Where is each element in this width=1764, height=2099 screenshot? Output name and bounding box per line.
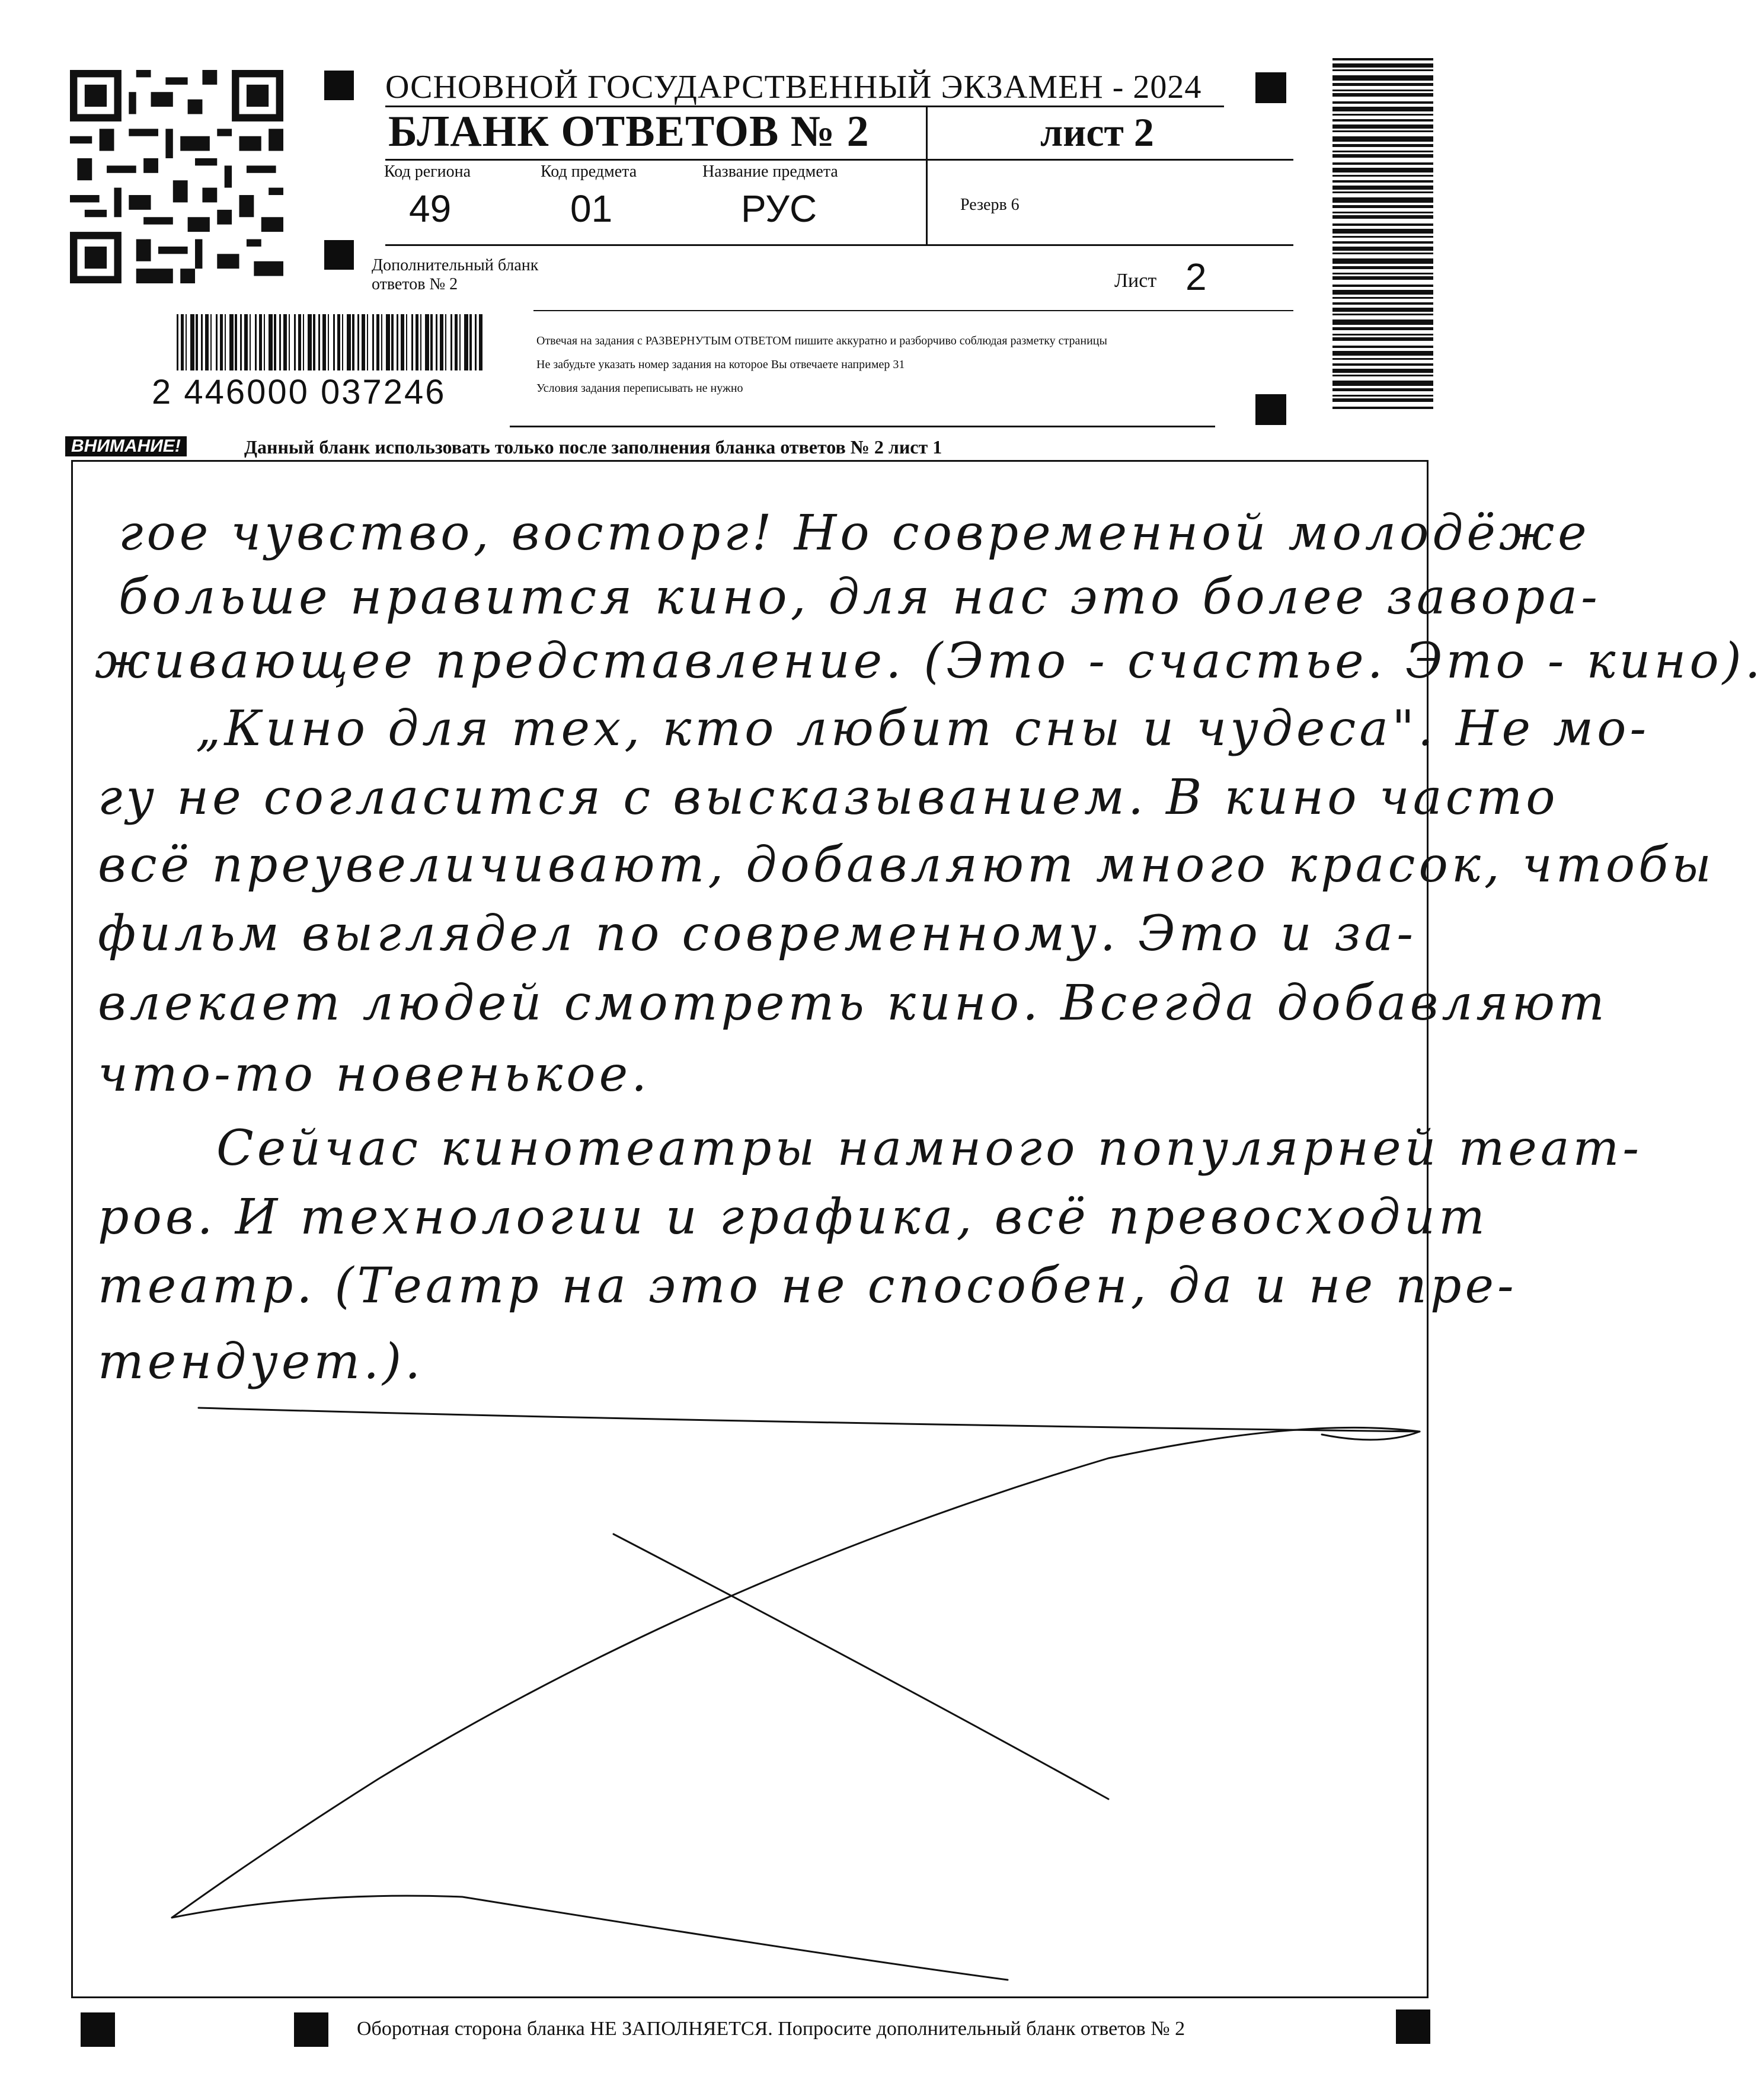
instruction-line: Условия задания переписывать не нужно (536, 382, 743, 395)
answer-line: что-то новенькое. (98, 1046, 651, 1103)
answer-line: больше нравится кино, для нас это более завора- (119, 569, 1601, 625)
additional-form-label: Дополнительный бланк ответов № 2 (372, 256, 539, 293)
answer-line: театр. (Театр на это не способен, да и не пре- (98, 1258, 1517, 1314)
subject-code-value: 01 (570, 187, 613, 230)
warning-badge: ВНИМАНИЕ! (65, 436, 187, 456)
sheet-label: лист 2 (1040, 110, 1154, 155)
subject-name-label: Название предмета (702, 162, 838, 181)
region-code-value: 49 (409, 187, 452, 230)
subject-name-value: РУС (741, 187, 817, 230)
answer-line: влекает людей смотреть кино. Всегда добавляют (98, 975, 1608, 1031)
footer-note: Оборотная сторона бланка НЕ ЗАПОЛНЯЕТСЯ. Попросите дополнительный бланк ответов № 2 (357, 2018, 1185, 2040)
list-number: 2 (1185, 255, 1207, 298)
answer-line: ров. И технологии и графика, всё превосходит (98, 1189, 1488, 1245)
answer-line: „Кино для тех, кто любит сны и чудеса". Не мо- (196, 701, 1650, 757)
instruction-line: Отвечая на задания с РАЗВЕРНУТЫМ ОТВЕТОМ пишите аккуратно и разборчиво соблюдая разметку страницы (536, 334, 1107, 347)
answer-line: Сейчас кинотеатры намного популярней теат- (216, 1120, 1643, 1177)
answer-line: тендует.). (98, 1334, 424, 1390)
form-title: БЛАНК ОТВЕТОВ № 2 (388, 107, 870, 156)
instruction-line: Не забудьте указать номер задания на которое Вы отвечаете например 31 (536, 358, 905, 371)
warning-text: Данный бланк использовать только после заполнения бланка ответов № 2 лист 1 (244, 436, 942, 458)
answer-line: гое чувство, восторг! Но современной молодёже (119, 505, 1590, 561)
subject-code-label: Код предмета (541, 162, 637, 181)
answer-line: живающее представление. (Это - счастье. Это - кино). (95, 633, 1764, 689)
reserve-field: Резерв 6 (960, 196, 1020, 214)
barcode-number: 2 446000 037246 (152, 373, 446, 411)
answer-line: гу не согласится с высказыванием. В кино часто (98, 769, 1559, 826)
answer-line: фильм выглядел по современному. Это и за- (98, 906, 1417, 962)
region-code-label: Код региона (384, 162, 471, 181)
answer-line: всё преувеличивают, добавляют много красок, чтобы (98, 837, 1715, 893)
list-label: Лист (1114, 270, 1157, 292)
exam-title: ОСНОВНОЙ ГОСУДАРСТВЕННЫЙ ЭКЗАМЕН - 2024 (385, 69, 1202, 106)
